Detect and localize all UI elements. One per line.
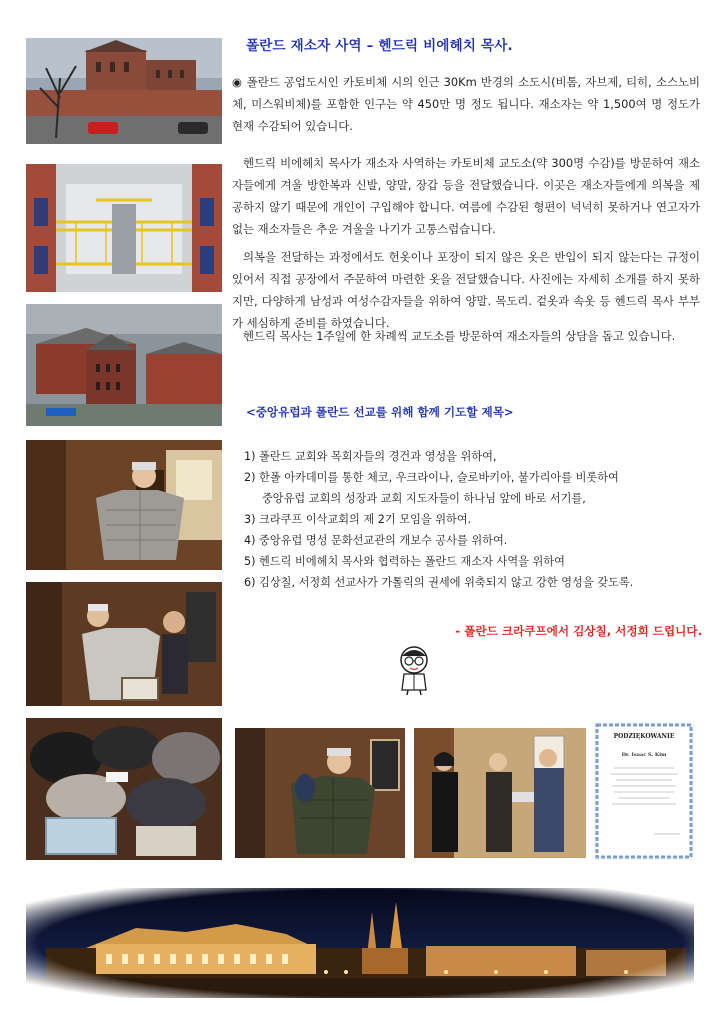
paragraph-1: ◉ 폴란드 공업도시인 카토비체 시의 인근 30Km 반경의 소도시(비톰, 자브제, 티히, 소스노비체, 미스워비체)를 포함한 인구는 약 450만 명 정도 됩니다. 재소자는 약 1,500여 명 정도가 현재 수감되어 있습니다. <box>232 75 700 133</box>
cartoon-character-icon <box>392 644 436 696</box>
prayer-item: 3) 크라쿠프 이삭교회의 제 2기 모임을 위하여. <box>244 513 472 526</box>
photo-man-with-green-jacket <box>235 728 405 858</box>
photo-man-holding-jacket <box>26 440 222 570</box>
paragraph-4: 헨드릭 목사는 1주일에 한 차례씩 교도소를 방문하여 재소자들의 상담을 돕고 있습니다. <box>243 329 676 343</box>
photo-three-people-handshake <box>414 728 586 858</box>
prayer-item: 5) 헨드릭 비에헤치 목사와 협력하는 폴란드 재소자 사역을 위하여 <box>244 555 565 568</box>
certificate-heading: PODZIĘKOWANIE <box>613 733 675 740</box>
photo-two-men-with-sweater <box>26 582 222 706</box>
paragraph-3: 의복을 전달하는 과정에서도 헌옷이나 포장이 되지 않은 옷은 반입이 되지 않는다는 규정이 있어서 직접 공장에서 주문하여 마련한 옷을 전달했습니다. 사진에는 자세히 소개를 하지 못하지만, 다양하게 남성과 여성수감자들을 위하여 양말. 목도리. 겉옷과 속옷 등 헨드릭 목사 부부가 세심하게 준비를 하였습니다. <box>232 250 700 330</box>
photo-clothing-donations <box>26 718 222 860</box>
signature: - 폴란드 크라쿠프에서 김상칠, 서정희 드립니다. <box>455 624 702 638</box>
prayer-item: 1) 폴란드 교회와 목회자들의 경건과 영성을 위하여, <box>244 450 497 463</box>
photo-certificate <box>594 722 694 860</box>
photo-prison-interior <box>26 164 222 292</box>
article-title: 폴란드 재소자 사역 – 헨드릭 비에헤치 목사. <box>246 38 513 54</box>
prayer-item: 중앙유럽 교회의 성장과 교회 지도자들이 하나님 앞에 바로 서기를, <box>262 492 586 505</box>
photo-prison-aerial <box>26 304 222 426</box>
photo-prison-exterior <box>26 38 222 144</box>
prayer-item: 2) 한폴 아카데미를 통한 체코, 우크라이나, 슬로바키아, 불가리아를 비롯하여 <box>244 471 619 484</box>
paragraph-2: 헨드릭 비에헤치 목사가 재소자 사역하는 카토비체 교도소(약 300명 수감)를 방문하여 재소자들에게 겨울 방한복과 신발, 양말, 장갑 등을 전달했습니다. 이곳은 재소자들에게 의복을 제공하지 않기 때문에 개인이 구입해야 합니다. 여름에 수감된 형편이 넉넉히 못하거나 연고자가 없는 재소자들은 추운 겨울을 나기가 고통스럽습니다. <box>232 156 700 236</box>
photo-krakow-panorama <box>26 888 694 998</box>
certificate-name: Dr. Isaac S. Kim <box>621 752 667 758</box>
prayer-item: 4) 중앙유럽 명성 문화선교관의 개보수 공사를 위하여. <box>244 534 508 547</box>
prayer-list <box>244 446 704 593</box>
prayer-heading: <중앙유럽과 폴란드 선교를 위해 함께 기도할 제목> <box>246 405 514 419</box>
prayer-item: 6) 김상칠, 서정희 선교사가 가톨릭의 권세에 위축되지 않고 강한 영성을 갖도록. <box>244 576 634 589</box>
